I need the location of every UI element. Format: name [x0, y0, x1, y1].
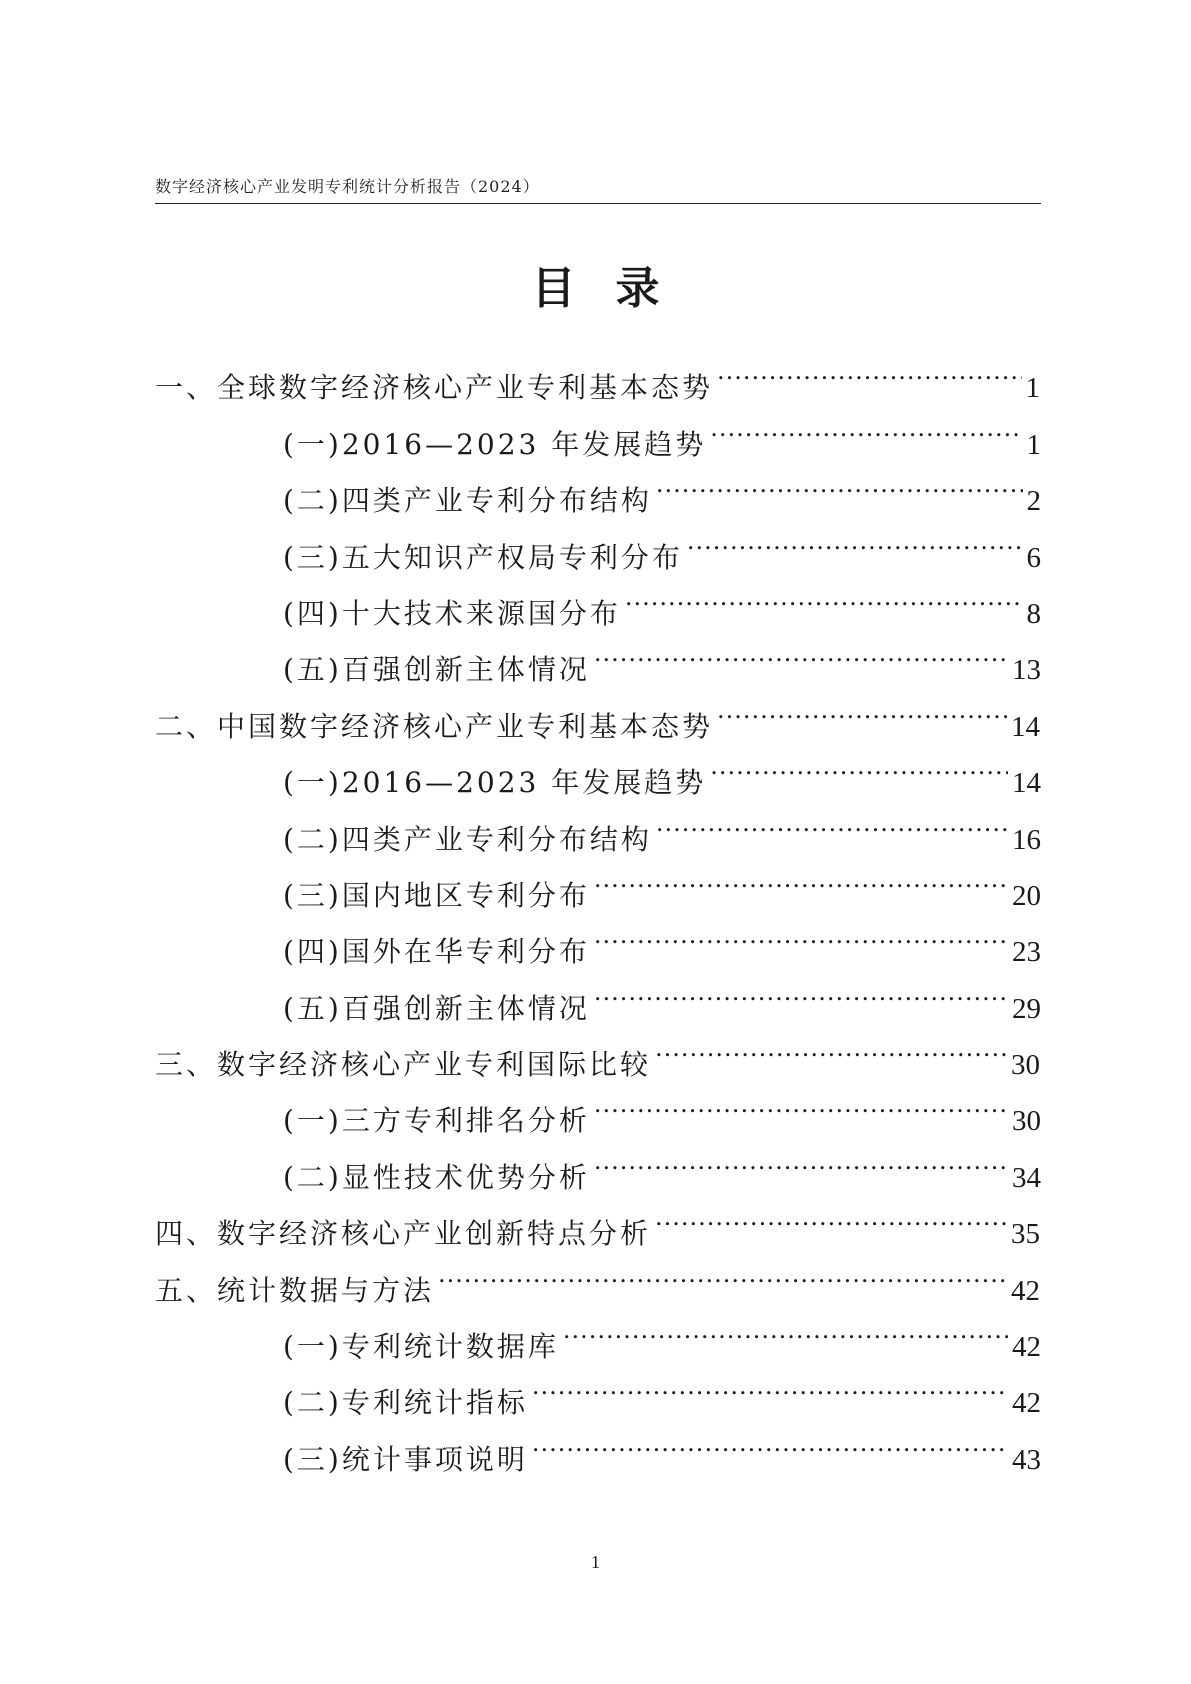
toc-dot-leader	[594, 849, 1008, 905]
toc-entry-page: 30	[1012, 1105, 1041, 1138]
toc-entry[interactable]	[283, 397, 1041, 461]
toc-entry[interactable]	[283, 849, 1041, 912]
toc-entry-page: 8	[1026, 597, 1041, 630]
toc-dot-leader	[594, 1074, 1008, 1130]
toc-entry-page: 16	[1012, 823, 1041, 856]
toc-entry[interactable]	[283, 1356, 1041, 1420]
toc-entry[interactable]	[283, 961, 1041, 1025]
toc-dot-leader	[710, 397, 1022, 453]
toc-dot-leader	[594, 623, 1008, 679]
toc-dot-leader	[655, 1018, 1007, 1074]
toc-entry-label: 四、数字经济核心产业创新特点分析	[155, 1217, 652, 1251]
toc-entry-label: (三)统计事项说明	[283, 1442, 528, 1476]
toc-dot-leader	[655, 1187, 1007, 1243]
toc-dot-leader	[594, 961, 1008, 1017]
toc-entry-label: (一)2016—2023 年发展趋势	[283, 427, 707, 461]
toc-entry-label: (二)四类产业专利分布结构	[283, 484, 652, 518]
toc-entry-label: (四)十大技术来源国分布	[283, 596, 621, 630]
toc-entry-page: 42	[1011, 1274, 1040, 1307]
toc-entry-label: (五)百强创新主体情况	[283, 653, 590, 687]
toc-dot-leader	[717, 679, 1007, 735]
toc-list	[0, 341, 1191, 1476]
toc-entry-label: 三、数字经济核心产业专利国际比较	[155, 1048, 652, 1082]
toc-entry-label: (二)四类产业专利分布结构	[283, 822, 652, 856]
toc-entry[interactable]	[155, 1243, 1040, 1307]
toc-entry[interactable]	[155, 1187, 1040, 1251]
toc-dot-leader	[532, 1412, 1008, 1468]
toc-entry[interactable]	[283, 792, 1041, 856]
toc-dot-leader	[710, 736, 1008, 792]
toc-entry-page: 20	[1012, 879, 1041, 912]
toc-entry-label: (一)专利统计数据库	[283, 1330, 559, 1364]
toc-entry[interactable]	[283, 736, 1041, 800]
toc-entry-label: (二)显性技术优势分析	[283, 1160, 590, 1194]
page-number: 1	[591, 1552, 600, 1572]
toc-entry-label: (三)五大知识产权局专利分布	[283, 540, 683, 574]
toc-entry-page: 29	[1012, 992, 1041, 1025]
toc-dot-leader	[532, 1356, 1008, 1412]
toc-entry-label: (二)专利统计指标	[283, 1386, 528, 1420]
toc-dot-leader	[625, 567, 1023, 623]
toc-entry[interactable]	[155, 679, 1040, 743]
toc-entry-label: (五)百强创新主体情况	[283, 991, 590, 1025]
toc-entry[interactable]	[155, 1018, 1040, 1082]
toc-dot-leader	[594, 1130, 1008, 1186]
toc-title: 目录	[531, 263, 700, 314]
toc-entry-label: 二、中国数字经济核心产业专利基本态势	[155, 709, 714, 743]
toc-entry[interactable]	[283, 1300, 1041, 1364]
toc-entry[interactable]	[283, 1130, 1041, 1194]
toc-entry[interactable]	[283, 1074, 1041, 1138]
toc-entry[interactable]	[283, 510, 1041, 574]
toc-entry-page: 2	[1026, 485, 1041, 518]
toc-entry-label: (一)三方专利排名分析	[283, 1104, 590, 1138]
toc-entry-label: (三)国内地区专利分布	[283, 878, 590, 912]
toc-dot-leader	[563, 1300, 1008, 1356]
toc-entry[interactable]	[283, 623, 1041, 687]
toc-entry-label: 五、统计数据与方法	[155, 1273, 435, 1307]
toc-entry[interactable]	[283, 567, 1041, 630]
toc-entry[interactable]	[155, 341, 1040, 405]
toc-entry-page: 1	[1025, 372, 1040, 405]
toc-entry[interactable]	[283, 1412, 1041, 1476]
toc-entry-page: 23	[1012, 936, 1041, 969]
toc-entry[interactable]	[283, 905, 1041, 969]
running-header: 数字经济核心产业发明专利统计分析报告（2024）	[155, 177, 540, 196]
toc-entry-page: 14	[1012, 767, 1041, 800]
toc-dot-leader	[594, 905, 1008, 961]
toc-dot-leader	[656, 454, 1023, 510]
toc-entry-page: 42	[1012, 1331, 1041, 1364]
toc-entry-page: 34	[1012, 1161, 1041, 1194]
toc-entry-label: (一)2016—2023 年发展趋势	[283, 766, 707, 800]
toc-entry-page: 43	[1012, 1443, 1041, 1476]
toc-entry-page: 35	[1011, 1218, 1040, 1251]
header-divider	[155, 203, 1041, 204]
toc-entry-page: 42	[1012, 1387, 1041, 1420]
toc-entry-page: 14	[1011, 710, 1040, 743]
toc-entry-label: (四)国外在华专利分布	[283, 935, 590, 969]
toc-dot-leader	[717, 341, 1021, 397]
toc-entry-label: 一、全球数字经济核心产业专利基本态势	[155, 371, 714, 405]
toc-dot-leader	[438, 1243, 1007, 1299]
toc-entry-page: 6	[1026, 541, 1041, 574]
toc-entry-page: 30	[1011, 1049, 1040, 1082]
toc-entry-page: 1	[1026, 428, 1041, 461]
toc-entry-page: 13	[1012, 654, 1041, 687]
toc-entry[interactable]	[283, 454, 1041, 518]
toc-dot-leader	[687, 510, 1023, 566]
toc-dot-leader	[656, 792, 1008, 848]
